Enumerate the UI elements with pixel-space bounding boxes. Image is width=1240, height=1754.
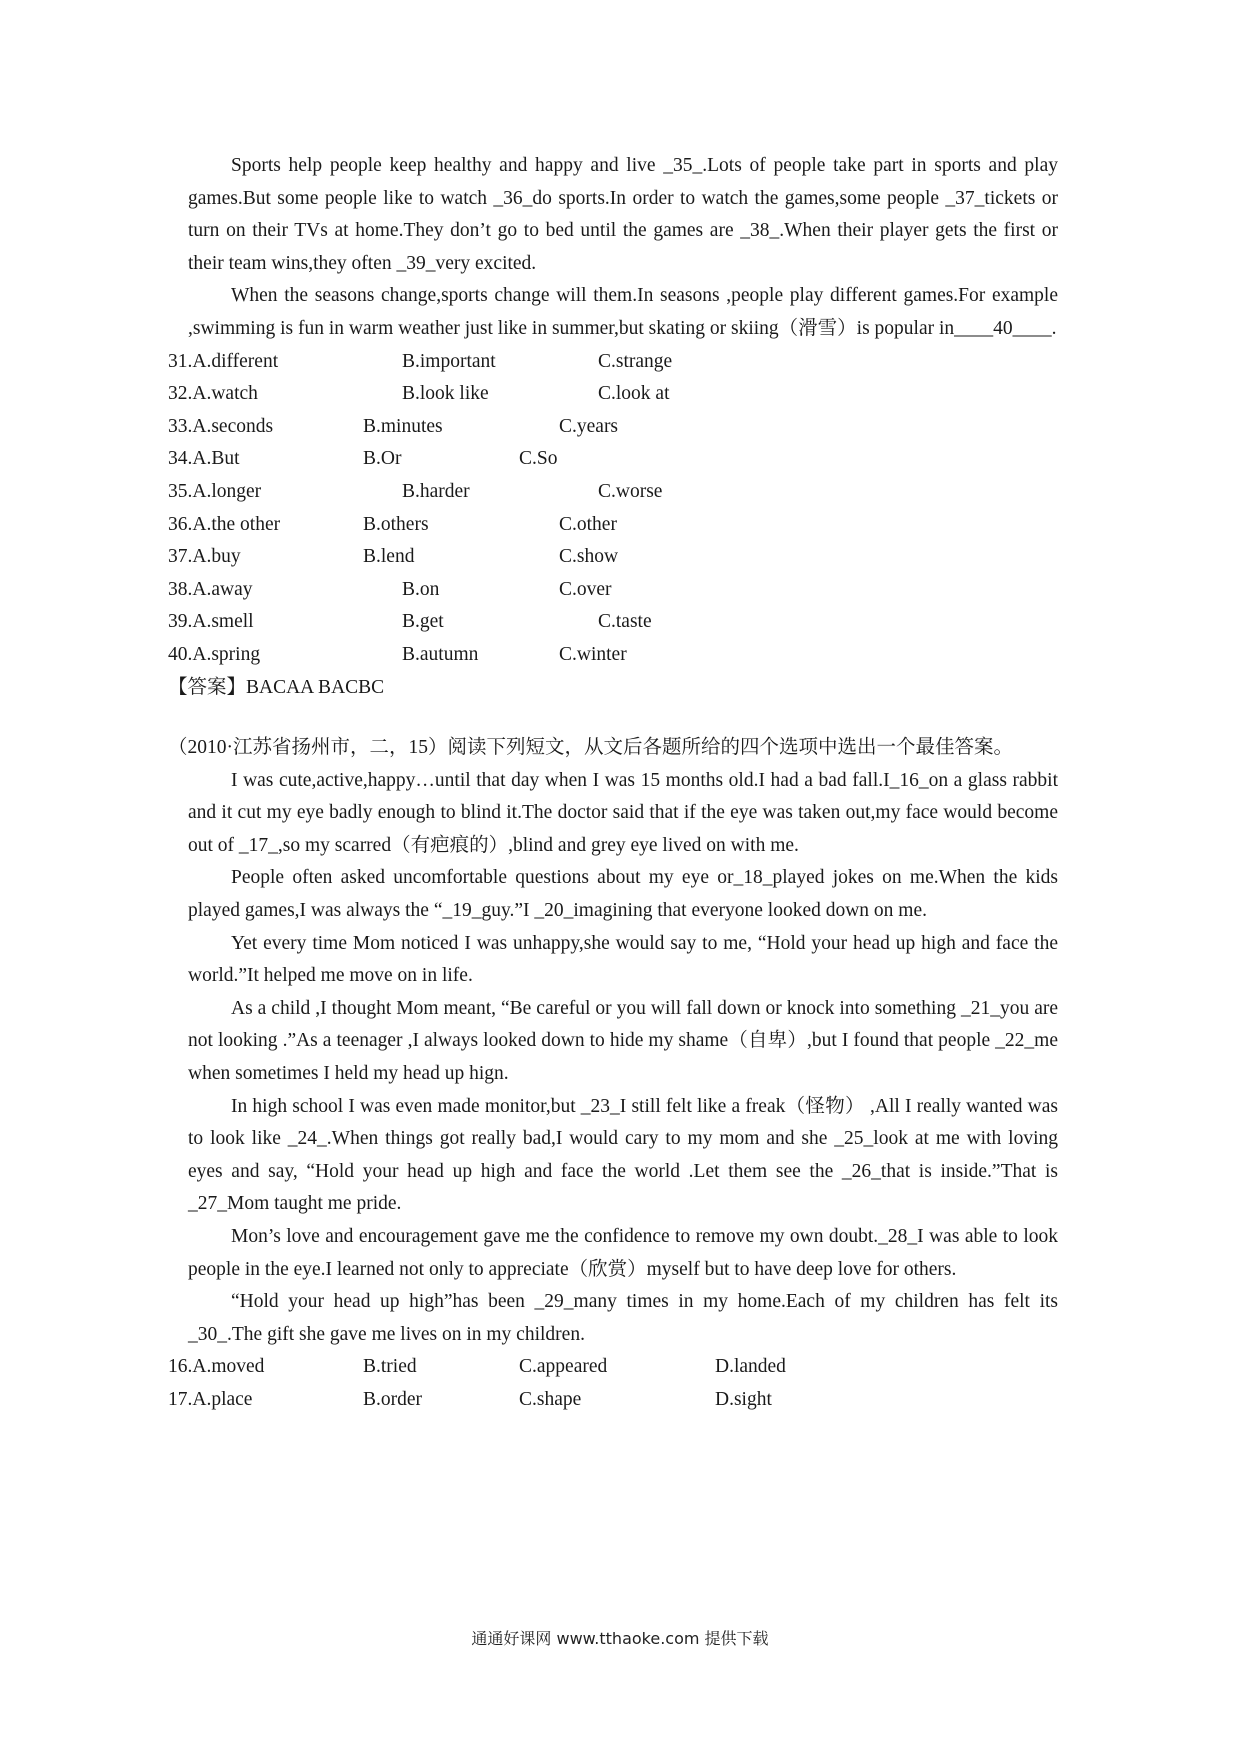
option-row <box>168 378 1058 411</box>
option-a: 40.A.spring <box>168 643 261 665</box>
page-footer: 通通好课网 www.tthaoke.com 提供下载 <box>471 1629 769 1648</box>
option-b: B.look like <box>402 383 489 405</box>
option-c: C.appeared <box>519 1356 608 1378</box>
paragraph: Sports help people keep healthy and happy and live _35_.Lots of people take part in sports and play games.But some people like to watch _36_do sports.In order to watch the games,some people _37_tickets or turn on their TVs at home.They don’t go to bed until the games are _38_.When their player gets the first or their team wins,they often _39_very excited. <box>188 155 1058 274</box>
option-c: C.look at <box>598 383 670 405</box>
option-c: C.years <box>559 415 619 437</box>
option-c: C.taste <box>598 611 652 633</box>
option-a: 37.A.buy <box>168 546 241 568</box>
option-c: C.other <box>559 513 617 535</box>
option-c: C.So <box>519 448 558 470</box>
option-b: B.harder <box>402 480 470 502</box>
option-c: C.worse <box>598 480 663 502</box>
option-c: C.shape <box>519 1388 582 1410</box>
option-row <box>168 476 1058 509</box>
option-row <box>168 346 1058 379</box>
option-d: D.sight <box>715 1388 772 1410</box>
option-b: B.order <box>363 1388 423 1410</box>
paragraph: I was cute,active,happy…until that day when I was 15 months old.I had a bad fall.I_16_on a glass rabbit and it cut my eye badly enough to blind it.The doctor said that if the eye was taken out,my face would become out of _17_,so my scarred（有疤痕的）,blind and grey eye lived on with me. <box>188 769 1058 856</box>
option-b: B.important <box>402 350 496 372</box>
option-row <box>168 1384 1058 1417</box>
option-a: 35.A.longer <box>168 480 262 502</box>
option-a: 32.A.watch <box>168 383 258 405</box>
option-c: C.show <box>559 546 619 568</box>
section-intro: （2010·江苏省扬州市，二，15）阅读下列短文，从文后各题所给的四个选项中选出一个最佳答案。 <box>168 737 1013 759</box>
option-b: B.others <box>363 513 429 535</box>
option-a: 39.A.smell <box>168 611 254 633</box>
option-row <box>168 443 1058 476</box>
document-body <box>168 150 1058 1417</box>
option-a: 31.A.different <box>168 350 279 372</box>
paragraph: “Hold your head up high”has been _29_many times in my home.Each of my children has felt its _30_.The gift she gave me lives on in my children. <box>188 1291 1058 1345</box>
option-b: B.lend <box>363 546 415 568</box>
option-row <box>168 606 1058 639</box>
option-a: 34.A.But <box>168 448 240 470</box>
options-block <box>168 1351 1058 1416</box>
option-row <box>168 411 1058 444</box>
option-row <box>168 639 1058 672</box>
option-d: D.landed <box>715 1356 786 1378</box>
paragraph: When the seasons change,sports change will them.In seasons ,people play different games.For example ,swimming is fun in warm weather just like in summer,but skating or skiing（滑雪）is popular in____40____. <box>188 285 1058 339</box>
option-b: B.get <box>402 611 444 633</box>
answer-key: 【答案】BACAA BACBC <box>168 676 385 698</box>
option-row <box>168 509 1058 542</box>
option-b: B.autumn <box>402 643 479 665</box>
options-block <box>168 346 1058 672</box>
option-a: 36.A.the other <box>168 513 281 535</box>
option-b: B.Or <box>363 448 402 470</box>
paragraph: Mon’s love and encouragement gave me the confidence to remove my own doubt._28_I was able to look people in the eye.I learned not only to appreciate（欣赏）myself but to have deep love for others. <box>188 1226 1058 1280</box>
option-row <box>168 1351 1058 1384</box>
paragraph: As a child ,I thought Mom meant, “Be careful or you will fall down or knock into something _21_you are not looking .”As a teenager ,I always looked down to hide my shame（自卑）,but I found that people _22_me when sometimes I held my head up hign. <box>188 997 1058 1085</box>
option-row <box>168 541 1058 574</box>
option-a: 16.A.moved <box>168 1356 265 1378</box>
paragraph: People often asked uncomfortable questions about my eye or_18_played jokes on me.When the kids played games,I was always the “_19_guy.”I _20_imagining that everyone looked down on me. <box>188 867 1058 922</box>
option-c: C.strange <box>598 350 673 372</box>
option-a: 33.A.seconds <box>168 415 274 437</box>
option-a: 17.A.place <box>168 1388 253 1410</box>
option-c: C.over <box>559 578 612 600</box>
option-row <box>168 574 1058 607</box>
option-b: B.minutes <box>363 415 443 437</box>
paragraph: In high school I was even made monitor,but _23_I still felt like a freak（怪物） ,All I really wanted was to look like _24_.When things got really bad,I would cary to my mom and she _25_look at me with loving eyes and say, “Hold your head up high and face the world .Let them see the _26_that is inside.”That is _27_Mom taught me pride. <box>188 1095 1058 1215</box>
option-b: B.tried <box>363 1356 417 1378</box>
section-gap <box>188 704 1058 732</box>
option-a: 38.A.away <box>168 578 253 600</box>
option-c: C.winter <box>559 643 627 665</box>
option-b: B.on <box>402 578 440 600</box>
paragraph: Yet every time Mom noticed I was unhappy,she would say to me, “Hold your head up high and face the world.”It helped me move on in life. <box>188 932 1058 987</box>
